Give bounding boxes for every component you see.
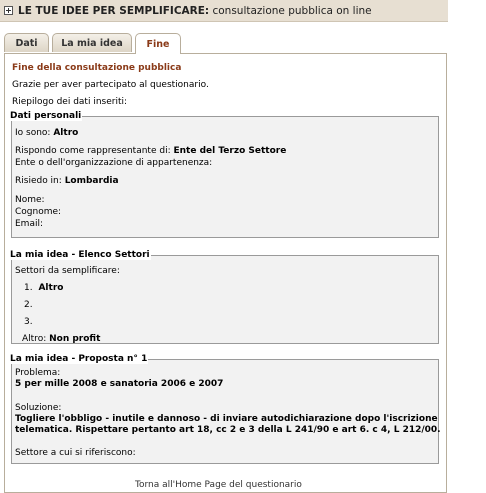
rappresentante-row	[15, 146, 286, 156]
list-item-value: Altro	[38, 283, 64, 293]
list-item-number: 3.	[24, 317, 33, 327]
sectors-legend: La mia idea - Elenco Settori	[10, 250, 150, 260]
soluzione-value-line1: Togliere l'obbligo - inutile e dannoso - di inviare autodichiarazione dopo l'iscrizione	[15, 414, 438, 424]
problema-value: 5 per mille 2008 e sanatoria 2006 e 2007	[15, 379, 224, 389]
email-label: Email:	[15, 219, 44, 229]
proposal-legend: La mia idea - Proposta n° 1	[10, 354, 148, 364]
personal-data-legend: Dati personali	[10, 111, 82, 121]
risiedo-row	[15, 176, 119, 186]
tab-fine[interactable]: Fine	[135, 33, 181, 54]
content-panel	[4, 53, 447, 493]
personal-data-box	[11, 111, 439, 238]
altro-row	[22, 334, 100, 344]
settore-label: Settore a cui si riferiscono:	[15, 448, 136, 458]
rappresentante-label: Rispondo come rappresentante di:	[15, 146, 171, 156]
list-item-number: 1.	[24, 283, 33, 293]
list-item	[24, 300, 33, 310]
io-sono-value: Altro	[53, 128, 79, 138]
window-titlebar	[0, 0, 448, 22]
rappresentante-value: Ente del Terzo Settore	[173, 146, 287, 156]
page-title	[18, 5, 372, 17]
home-link[interactable]: Torna all'Home Page del questionario	[135, 480, 302, 490]
io-sono-label: Io sono:	[15, 128, 51, 138]
list-item	[24, 283, 63, 293]
altro-value: Non profit	[49, 334, 101, 344]
sectors-box	[11, 250, 439, 344]
altro-label: Altro:	[22, 334, 47, 344]
io-sono-row	[15, 128, 78, 138]
proposal-box	[11, 354, 439, 464]
risiedo-value: Lombardia	[64, 176, 119, 186]
tab-dati[interactable]: Dati	[4, 33, 49, 52]
section-heading: Fine della consultazione pubblica	[12, 63, 182, 73]
summary-text: Riepilogo dei dati inseriti:	[12, 97, 128, 107]
list-item	[24, 317, 33, 327]
title-bold-text: LE TUE IDEE PER SEMPLIFICARE:	[18, 4, 210, 17]
tab-la-mia-idea[interactable]: La mia idea	[52, 33, 132, 52]
cognome-label: Cognome:	[15, 207, 62, 217]
sectors-intro: Settori da semplificare:	[15, 266, 120, 276]
risiedo-label: Risiedo in:	[15, 176, 62, 186]
problema-label: Problema:	[15, 368, 61, 378]
ente-label: Ente o dell'organizzazione di appartenenza:	[15, 158, 213, 168]
expand-icon[interactable]	[4, 6, 13, 15]
nome-label: Nome:	[15, 195, 45, 205]
thanks-text: Grazie per aver partecipato al questionario.	[12, 80, 209, 90]
title-rest-text: consultazione pubblica on line	[209, 4, 372, 17]
soluzione-value-line2: telematica. Rispettare pertanto art 18, cc 2 e 3 della L 241/90 e art 6. c 4, L 212/00.	[15, 425, 441, 435]
soluzione-label: Soluzione:	[15, 403, 62, 413]
list-item-number: 2.	[24, 300, 33, 310]
